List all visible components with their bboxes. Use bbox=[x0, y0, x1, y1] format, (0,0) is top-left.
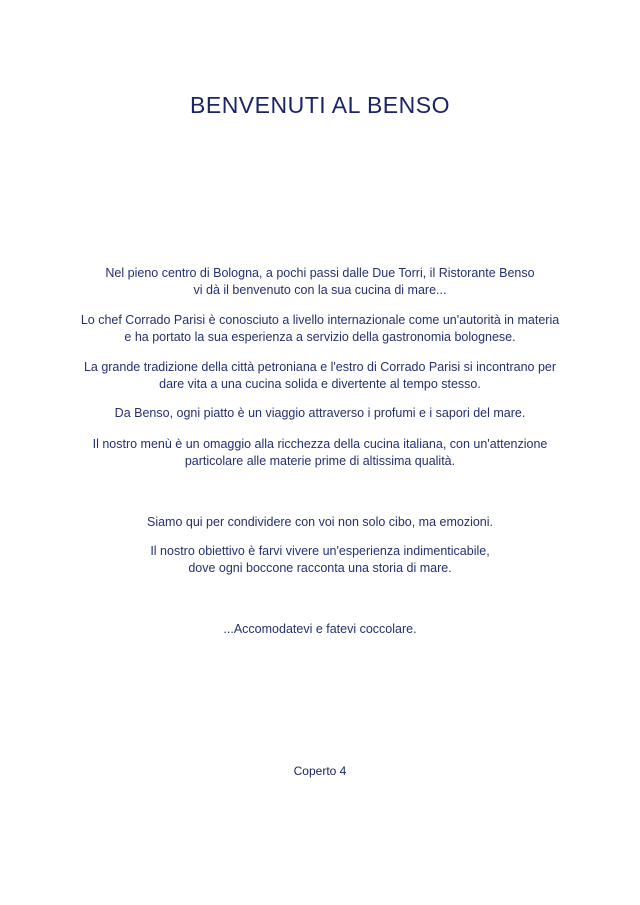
text-line: La grande tradizione della città petroniana e l'estro di Corrado Parisi si incontrano per bbox=[83, 360, 557, 374]
tradition-paragraph bbox=[40, 359, 600, 393]
goal-paragraph bbox=[40, 543, 600, 577]
text-line: Nel pieno centro di Bologna, a pochi passi dalle Due Torri, il Ristorante Benso bbox=[105, 266, 535, 280]
text-line: Lo chef Corrado Parisi è conosciuto a livello internazionale come un'autorità in materia bbox=[80, 313, 560, 327]
text-line: Il nostro obiettivo è farvi vivere un'esperienza indimenticabile, bbox=[150, 544, 490, 558]
text-line: Da Benso, ogni piatto è un viaggio attraverso i profumi e i sapori del mare. bbox=[114, 406, 526, 420]
coperto-price: Coperto 4 bbox=[293, 764, 347, 778]
closing-paragraph bbox=[40, 621, 600, 638]
text-line: dove ogni boccone racconta una storia di mare. bbox=[188, 561, 452, 575]
journey-paragraph bbox=[40, 405, 600, 422]
text-line: Il nostro menù è un omaggio alla ricchezza della cucina italiana, con un'attenzione bbox=[92, 437, 548, 451]
emotions-paragraph bbox=[40, 514, 600, 531]
menu-paragraph bbox=[40, 436, 600, 470]
chef-paragraph bbox=[40, 312, 600, 346]
text-line: Siamo qui per condividere con voi non solo cibo, ma emozioni. bbox=[146, 515, 494, 529]
page-title: BENVENUTI AL BENSO bbox=[190, 92, 450, 118]
text-line: e ha portato la sua esperienza a servizio della gastronomia bolognese. bbox=[124, 330, 516, 344]
text-line: ...Accomodatevi e fatevi coccolare. bbox=[223, 622, 417, 636]
intro-paragraph bbox=[40, 265, 600, 299]
text-line: vi dà il benvenuto con la sua cucina di mare... bbox=[193, 283, 447, 297]
text-line: particolare alle materie prime di altissima qualità. bbox=[184, 454, 456, 468]
text-line: dare vita a una cucina solida e divertente al tempo stesso. bbox=[159, 377, 481, 391]
